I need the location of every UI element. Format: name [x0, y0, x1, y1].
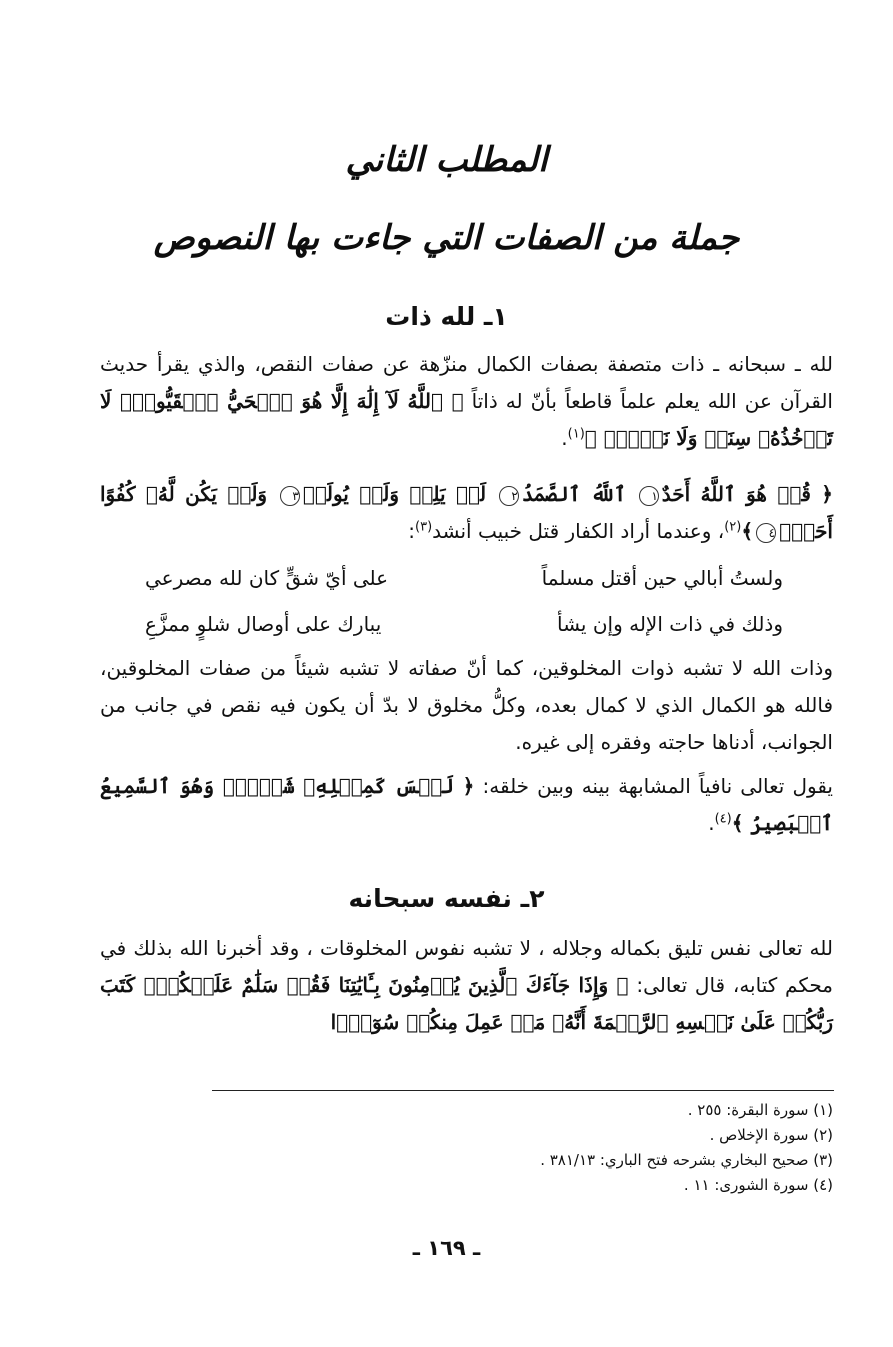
footnote-ref-1: (١)	[567, 426, 585, 442]
footnote-item: (٣) صحيح البخاري بشرحه فتح الباري: ٣٨١/١٣ .	[540, 1151, 833, 1169]
paragraph-dhat-intro: لله ـ سبحانه ـ ذات متصفة بصفات الكمال منزّهة عن صفات النقص، والذي يقرأ حديث القرآن عن الله يعلم علماً قاطعاً بأنّ له ذاتاً ﴿ ٱللَّهُ لَآ إِلَٰهَ إِلَّا هُوَ ٱلۡحَيُّ ٱلۡقَيُّومُۚ لَا تَأۡخُذُهُۥ سِنَةٞ وَلَا نَوۡمٞۚ ﴾$^{(١)}$.	[100, 352, 833, 450]
poem-hemistich-first: ولستُ أبالي حين أقتل مسلماً	[541, 566, 783, 590]
footnote-item: (٤) سورة الشورى: ١١ .	[683, 1176, 833, 1194]
paragraph-nafs	[100, 930, 833, 1041]
footnote-ref-4: (٤)	[714, 811, 732, 827]
sentence-end: .	[708, 811, 715, 835]
quran-ikhlas-part-4: وَلَمۡ يَكُن لَّهُۥ كُفُوًا أَحَدُۢ	[100, 482, 833, 543]
paragraph-text: يقول تعالى نافياً المشابهة بينه وبين خلقه:	[482, 774, 833, 798]
footnote-divider	[212, 1090, 834, 1091]
quran-verse-shura: ﴿ لَيۡسَ كَمِثۡلِهِۦ شَيۡءٞۖ وَهُوَ ٱلسَّمِيعُ ٱلۡبَصِيرُ ﴾	[100, 774, 833, 835]
section-subtitle: جملة من الصفات التي جاءت بها النصوص	[153, 218, 740, 258]
ayah-number-marker: ٣	[280, 486, 300, 506]
paragraph-dhat-unlike: وذات الله لا تشبه ذوات المخلوقين، كما أنّ صفاته لا تشبه شيئاً من صفات المخلوقين، فالله هو الكمال الذي لا كمال بعده، وكلُّ مخلوق لا بدّ أن يكون فيه نقص في جانب من الجوانب، أدناها حاجته وفقره إلى غيره.	[100, 656, 833, 754]
section-title: المطلب الثاني	[345, 140, 548, 180]
quran-closing-bracket: ﴾	[741, 519, 754, 543]
ayah-number-marker: ١	[639, 486, 659, 506]
poem-hemistich-first: وذلك في ذات الإله وإن يشأ	[556, 612, 783, 636]
paragraph-ikhlas: ﴿ قُلۡ هُوَ ٱللَّهُ أَحَدٌ١ ٱللَّهُ ٱلصَّمَدُ٢ لَمۡ يَلِدۡ وَلَمۡ يُولَدۡ٣ وَلَمۡ يَكُن لَّهُۥ كُفُوًا أَحَدُۢ٤﴾$^{(٢)}$، وعندما أراد الكفار قتل خبيب أنشد$^{(٣)}$:	[100, 482, 834, 543]
paragraph-text: لله تعالى نفس تليق بكماله وجلاله ، لا تشبه نفوس المخلوقات ، وقد أخبرنا الله بذلك في محكم كتابه، قال تعالى:	[100, 936, 834, 997]
paragraph-no-resemblance	[100, 768, 833, 842]
paragraph-text: لله ـ سبحانه ـ ذات متصفة بصفات الكمال منزّهة عن صفات النقص، والذي يقرأ حديث القرآن عن الله يعلم علماً قاطعاً بأنّ له ذاتاً	[100, 352, 833, 413]
page-number: ـ ١٦٩ ـ	[412, 1236, 481, 1260]
quran-verse-anam: ﴿ وَإِذَا جَآءَكَ ٱلَّذِينَ يُؤۡمِنُونَ بِـَٔايَٰتِنَا فَقُلۡ سَلَٰمٌ عَلَيۡكُمۡۖ كَتَبَ رَبُّكُمۡ عَلَىٰ نَفۡسِهِ ٱلرَّحۡمَةَ أَنَّهُۥ مَنۡ عَمِلَ مِنكُمۡ سُوٓءَۢا	[100, 973, 833, 1034]
footnotes	[100, 1098, 833, 1198]
paragraph-text: ، وعندما أراد الكفار قتل خبيب أنشد	[432, 519, 725, 543]
ayah-number-marker: ٢	[499, 486, 519, 506]
quran-verse-baqarah: ﴿ ٱللَّهُ لَآ إِلَٰهَ إِلَّا هُوَ ٱلۡحَيُّ ٱلۡقَيُّومُۚ لَا تَأۡخُذُهُۥ سِنَةٞ وَلَا نَوۡمٞۚ ﴾	[100, 389, 833, 450]
poem-hemistich-second: على أيّ شقٍّ كان لله مصرعي	[145, 566, 389, 590]
quran-ikhlas-part-1: ﴿ قُلۡ هُوَ ٱللَّهُ أَحَدٌ	[661, 482, 834, 506]
ayah-number-marker: ٤	[756, 523, 776, 543]
quran-ikhlas-part-3: لَمۡ يَلِدۡ وَلَمۡ يُولَدۡ	[302, 482, 487, 506]
footnote-item: (١) سورة البقرة: ٢٥٥ .	[687, 1101, 833, 1119]
footnote-ref-3: (٣)	[415, 519, 433, 535]
heading-nafs: ٢ـ نفسه سبحانه	[348, 884, 545, 913]
footnote-item: (٢) سورة الإخلاص .	[709, 1126, 833, 1144]
poem-verse-1	[100, 558, 833, 598]
poem-verse-2	[100, 604, 833, 644]
footnote-ref-2: (٢)	[724, 519, 742, 535]
quran-ikhlas-part-2: ٱللَّهُ ٱلصَّمَدُ	[521, 482, 626, 506]
poem-hemistich-second: يبارك على أوصال شلوٍ ممزَّعِ	[145, 612, 382, 636]
heading-dhat: ١ـ لله ذات	[385, 302, 508, 331]
